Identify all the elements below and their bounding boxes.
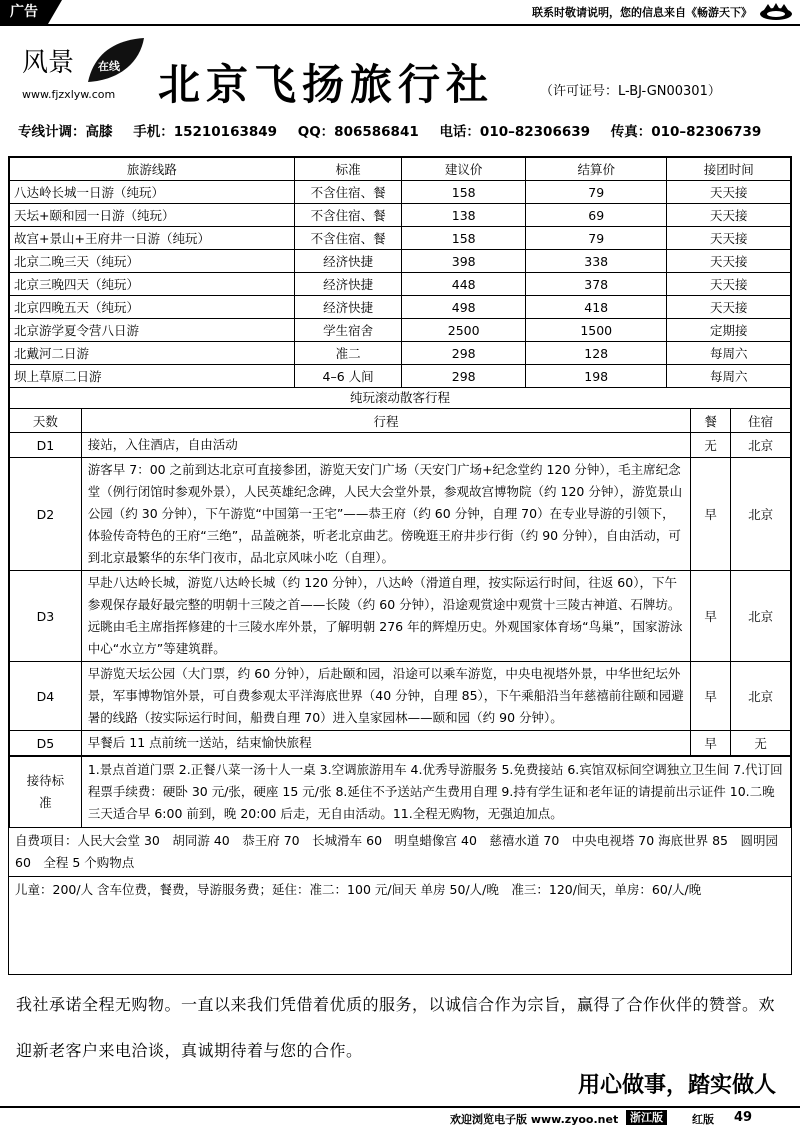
- route-settle-price: 378: [525, 273, 667, 296]
- contact-line: [18, 120, 761, 140]
- route-suggested-price: 158: [402, 181, 526, 204]
- itinerary-meal: 早: [691, 571, 731, 662]
- itinerary-day: D4: [10, 662, 82, 731]
- route-suggested-price: 498: [402, 296, 526, 319]
- routes-header-cell: 建议价: [402, 158, 526, 181]
- table-row: [10, 181, 791, 204]
- itinerary-text: 早赴八达岭长城，游览八达岭长城（约 120 分钟），八达岭（滑道自理，按实际运行时间，往返 60），下午参观保存最好最完整的明朝十三陵之首——长陵（约 60 分钟），沿途观赏途中观赏十三陵古神道、石牌坊。远眺由毛主席指挥修建的十三陵水库外景，了解明朝 276 年的辉煌历史。外观国家体育场“鸟巢”，国家游泳中心“水立方”等建筑群。: [81, 571, 690, 662]
- logo-url: www.fjzxlyw.com: [22, 88, 116, 101]
- page-footer: [0, 1106, 800, 1126]
- contact-qq: QQ：806586841: [297, 124, 419, 140]
- children-pricing: 儿童：200/人 含车位费，餐费，导游服务费；延住：准二：100 元/间天 单房 50/人/晚 准三：120/间天，单房：60/人/晚: [15, 882, 702, 897]
- table-row: [10, 204, 791, 227]
- route-standard: 经济快捷: [294, 250, 402, 273]
- route-schedule: 天天接: [667, 181, 791, 204]
- table-row: [10, 662, 791, 731]
- itinerary-title: 纯玩滚动散客行程: [9, 388, 791, 408]
- table-row: [10, 273, 791, 296]
- route-standard: 4–6 人间: [294, 365, 402, 388]
- contact-phone: 电话：010–82306639: [439, 124, 591, 140]
- route-schedule: 天天接: [667, 227, 791, 250]
- routes-header-cell: 标准: [294, 158, 402, 181]
- itinerary-table: [9, 408, 791, 756]
- itinerary-day: D1: [10, 433, 82, 458]
- route-schedule: 天天接: [667, 204, 791, 227]
- route-suggested-price: 138: [402, 204, 526, 227]
- optional-items: 自费项目：人民大会堂 30 胡同游 40 恭王府 70 长城滑车 60 明皇蜡像宫 40 慈禧水道 70 中央电视塔 70 海底世界 85 圆明园 60 全程 5 个购物点: [9, 828, 791, 877]
- itinerary-stay: 北京: [731, 458, 791, 571]
- route-name: 北京三晚四天（纯玩）: [10, 273, 295, 296]
- table-row: [10, 250, 791, 273]
- table-row: [10, 731, 791, 756]
- service-standard-table: [9, 756, 791, 828]
- itinerary-day: D3: [10, 571, 82, 662]
- route-schedule: 天天接: [667, 273, 791, 296]
- itinerary-stay: 北京: [731, 662, 791, 731]
- routes-header-cell: 旅游线路: [10, 158, 295, 181]
- table-row: [10, 458, 791, 571]
- table-row: [10, 571, 791, 662]
- itinerary-header-cell: 行程: [81, 409, 690, 433]
- itinerary-stay: 无: [731, 731, 791, 756]
- logo-online-label: 在线: [98, 60, 120, 73]
- route-settle-price: 69: [525, 204, 667, 227]
- itinerary-stay: 北京: [731, 433, 791, 458]
- route-suggested-price: 448: [402, 273, 526, 296]
- routes-table: [9, 157, 791, 388]
- ad-tag: 广告: [0, 0, 48, 24]
- route-name: 北京二晚三天（纯玩）: [10, 250, 295, 273]
- ad-tag-arrow: [48, 0, 62, 24]
- itinerary-day: D5: [10, 731, 82, 756]
- route-name: 天坛+颐和园一日游（纯玩）: [10, 204, 295, 227]
- footer-website: 欢迎浏览电子版 www.zyoo.net: [450, 1113, 619, 1126]
- route-suggested-price: 158: [402, 227, 526, 250]
- page-number: 49: [734, 1110, 753, 1125]
- table-row: [10, 433, 791, 458]
- itinerary-header-cell: 餐: [691, 409, 731, 433]
- route-standard: 学生宿舍: [294, 319, 402, 342]
- route-name: 北京游学夏令营八日游: [10, 319, 295, 342]
- route-settle-price: 79: [525, 181, 667, 204]
- routes-header-cell: 接团时间: [667, 158, 791, 181]
- route-settle-price: 338: [525, 250, 667, 273]
- itinerary-day: D2: [10, 458, 82, 571]
- itinerary-text: 游客早 7：00 之前到达北京可直接参团，游览天安门广场（天安门广场+纪念堂约 120 分钟），毛主席纪念堂（例行闭馆时参观外景），人民英雄纪念碑，人民大会堂外景，参观故宫博物院（约 120 分钟），游览景山公园（约 30 分钟），下午游览“中国第一王宅”——恭王府（约 60 分钟，自理 70）在专业导游的引领下，体验传奇特色的王府“三绝”，品盖碗茶，听老北京曲艺。傍晚逛王府井步行街（约 90 分钟），自由活动，可到北京最繁华的东华门夜市，品北京风味小吃（自理）。: [81, 458, 690, 571]
- itinerary-stay: 北京: [731, 571, 791, 662]
- table-row: [10, 757, 791, 828]
- route-settle-price: 79: [525, 227, 667, 250]
- route-settle-price: 198: [525, 365, 667, 388]
- route-schedule: 天天接: [667, 296, 791, 319]
- route-suggested-price: 2500: [402, 319, 526, 342]
- table-row: [10, 319, 791, 342]
- route-suggested-price: 298: [402, 365, 526, 388]
- footer-edition-badge: 浙江版: [626, 1110, 667, 1125]
- table-row: [10, 296, 791, 319]
- itinerary-header-cell: 住宿: [731, 409, 791, 433]
- route-schedule: 天天接: [667, 250, 791, 273]
- route-settle-price: 1500: [525, 319, 667, 342]
- license-number: （许可证号：L-BJ-GN00301）: [540, 84, 721, 99]
- footer-edition: 红版: [692, 1113, 714, 1126]
- routes-header-cell: 结算价: [525, 158, 667, 181]
- route-schedule: 每周六: [667, 342, 791, 365]
- route-name: 北京四晚五天（纯玩）: [10, 296, 295, 319]
- route-schedule: 每周六: [667, 365, 791, 388]
- itinerary-header-cell: 天数: [10, 409, 82, 433]
- company-name: 北京飞扬旅行社: [158, 60, 495, 109]
- ad-bar: [0, 0, 800, 26]
- itinerary-text: 接站，入住酒店，自由活动: [81, 433, 690, 458]
- logo-text: 风景: [22, 48, 75, 78]
- routes-header-row: [10, 158, 791, 181]
- company-slogan: 用心做事，踏实做人: [577, 1073, 776, 1098]
- itinerary-header-row: [10, 409, 791, 433]
- contact-hotline: 专线计调：高膝: [18, 124, 113, 140]
- itinerary-meal: 早: [691, 458, 731, 571]
- ad-source-note: 联系时敬请说明，您的信息来自《畅游天下》: [532, 6, 752, 19]
- table-row: [10, 227, 791, 250]
- company-promise: 我社承诺全程无购物。一直以来我们凭借着优质的服务，以诚信合作为宗旨，赢得了合作伙伴的赞誉。欢迎新老客户来电洽谈，真诚期待着与您的合作。: [16, 995, 776, 1060]
- route-settle-price: 128: [525, 342, 667, 365]
- content-frame: [8, 156, 792, 975]
- route-settle-price: 418: [525, 296, 667, 319]
- itinerary-meal: 无: [691, 433, 731, 458]
- route-suggested-price: 298: [402, 342, 526, 365]
- route-name: 故宫+景山+王府井一日游（纯玩）: [10, 227, 295, 250]
- contact-mobile: 手机：15210163849: [133, 124, 278, 140]
- brand-logo: [18, 36, 148, 108]
- table-row: [10, 365, 791, 388]
- service-text: 1.景点首道门票 2.正餐八菜一汤十人一桌 3.空调旅游用车 4.优秀导游服务 5.免费接站 6.宾馆双标间空调独立卫生间 7.代订回程票手续费：硬卧 30 元/张，硬座 15 元/张 8.延住不予送站产生费用自理 9.持有学生证和老年证的请提前出示证件 10.二晚三天适合早 6:00 前到，晚 20:00 后走，无自由活动。11.全程无购物，无强迫加点。: [81, 757, 790, 828]
- route-standard: 经济快捷: [294, 273, 402, 296]
- route-standard: 经济快捷: [294, 296, 402, 319]
- itinerary-meal: 早: [691, 662, 731, 731]
- route-standard: 不含住宿、餐: [294, 181, 402, 204]
- route-name: 坝上草原二日游: [10, 365, 295, 388]
- itinerary-text: 早游览天坛公园（大门票，约 60 分钟），后赴颐和园，沿途可以乘车游览，中央电视塔外景，中华世纪坛外景，军事博物馆外景，可自费参观太平洋海底世界（40 分钟，自理 85），下午乘船沿当年慈禧前往颐和园避暑的线路（按实际运行时间，船费自理 70）进入皇家园林——颐和园（约 90 分钟）。: [81, 662, 690, 731]
- route-suggested-price: 398: [402, 250, 526, 273]
- itinerary-text: 早餐后 11 点前统一送站，结束愉快旅程: [81, 731, 690, 756]
- route-name: 八达岭长城一日游（纯玩）: [10, 181, 295, 204]
- contact-fax: 传真：010–82306739: [610, 124, 762, 140]
- service-label: 接待标准: [10, 757, 82, 828]
- route-standard: 不含住宿、餐: [294, 204, 402, 227]
- magazine-logo-icon: [758, 2, 794, 22]
- route-standard: 不含住宿、餐: [294, 227, 402, 250]
- itinerary-meal: 早: [691, 731, 731, 756]
- route-standard: 准二: [294, 342, 402, 365]
- route-schedule: 定期接: [667, 319, 791, 342]
- table-row: [10, 342, 791, 365]
- route-name: 北戴河二日游: [10, 342, 295, 365]
